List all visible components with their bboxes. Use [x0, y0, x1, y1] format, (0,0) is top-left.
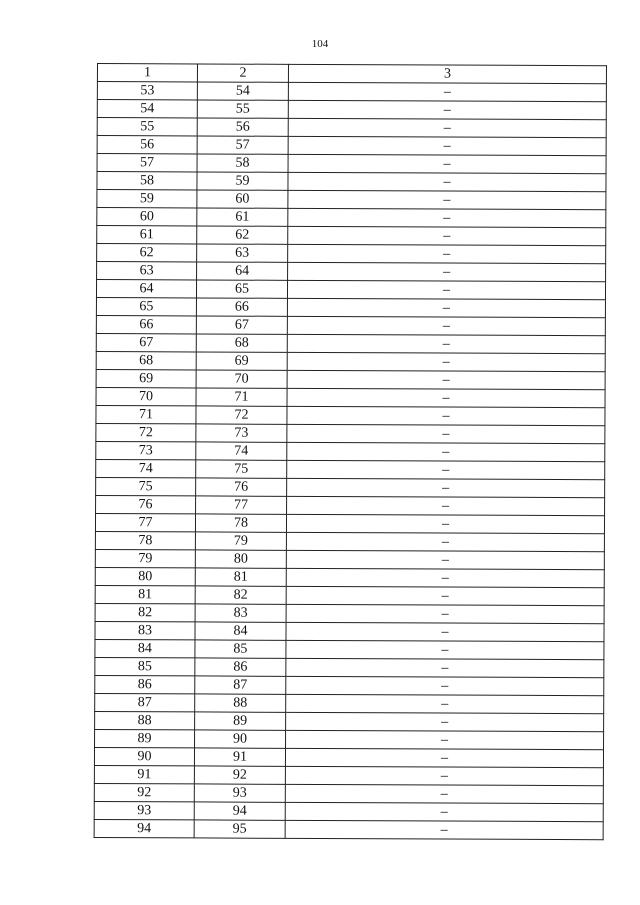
table-cell-col-1: 77 — [95, 513, 195, 531]
table-cell-col-3: – — [287, 496, 605, 515]
table-cell-col-2: 85 — [195, 640, 286, 658]
table-cell-col-1: 60 — [97, 208, 197, 226]
table-cell-col-2: 74 — [196, 442, 287, 460]
table-row — [96, 280, 605, 300]
table-row — [95, 657, 604, 677]
table-cell-col-2: 94 — [194, 802, 285, 820]
table-row — [96, 333, 605, 353]
table-cell-col-3: – — [286, 640, 604, 659]
table-cell-col-3: – — [288, 172, 606, 191]
table-cell-col-1: 79 — [95, 549, 195, 567]
table-cell-col-3: – — [288, 100, 606, 119]
table-cell-col-3: – — [288, 244, 606, 263]
table-cell-col-3: – — [287, 352, 605, 371]
table-cell-col-2: 90 — [195, 730, 286, 748]
table-row — [97, 244, 606, 264]
table-cell-col-2: 69 — [196, 352, 287, 370]
table-cell-col-2: 76 — [196, 478, 287, 496]
table-cell-col-1: 94 — [94, 819, 194, 837]
table-cell-col-3: – — [285, 748, 603, 767]
table-cell-col-1: 84 — [95, 639, 195, 657]
column-header-1: 1 — [97, 64, 197, 82]
table-row — [94, 783, 603, 803]
table-row — [96, 315, 605, 335]
table-cell-col-3: – — [287, 298, 605, 317]
table-row — [95, 549, 604, 569]
table-cell-col-3: – — [286, 550, 604, 569]
table-cell-col-3: – — [285, 766, 603, 785]
table-cell-col-1: 80 — [95, 567, 195, 585]
table-cell-col-2: 61 — [197, 208, 288, 226]
table-cell-col-2: 63 — [197, 244, 288, 262]
table-row — [94, 801, 603, 821]
table-cell-col-3: – — [286, 532, 604, 551]
table-cell-col-1: 63 — [97, 262, 197, 280]
table-row — [96, 369, 605, 389]
table-row — [97, 136, 606, 156]
column-header-3: 3 — [288, 64, 606, 83]
table-row — [95, 567, 604, 587]
table-cell-col-2: 80 — [195, 550, 286, 568]
table-cell-col-2: 82 — [195, 586, 286, 604]
table-cell-col-3: – — [288, 82, 606, 101]
table-body — [94, 64, 606, 840]
table-cell-col-2: 60 — [197, 190, 288, 208]
table-cell-col-3: – — [286, 730, 604, 749]
table-cell-col-3: – — [286, 712, 604, 731]
table-cell-col-2: 66 — [196, 298, 287, 316]
table-cell-col-1: 78 — [95, 531, 195, 549]
table-row — [96, 387, 605, 407]
table-cell-col-2: 54 — [197, 82, 288, 100]
table-cell-col-2: 59 — [197, 172, 288, 190]
column-header-2: 2 — [197, 64, 288, 82]
table-cell-col-3: – — [287, 478, 605, 497]
table-cell-col-2: 67 — [196, 316, 287, 334]
table-cell-col-1: 81 — [95, 585, 195, 603]
table-row — [96, 441, 605, 461]
table-cell-col-2: 83 — [195, 604, 286, 622]
table-row — [95, 603, 604, 623]
table-cell-col-2: 92 — [194, 766, 285, 784]
table-cell-col-3: – — [287, 280, 605, 299]
table-cell-col-2: 70 — [196, 370, 287, 388]
table-cell-col-3: – — [285, 784, 603, 803]
table-cell-col-3: – — [285, 820, 603, 839]
table-cell-col-2: 93 — [194, 784, 285, 802]
table-cell-col-3: – — [287, 442, 605, 461]
table-cell-col-2: 78 — [195, 514, 286, 532]
table-cell-col-3: – — [288, 208, 606, 227]
table-cell-col-2: 72 — [196, 406, 287, 424]
table-header-row — [97, 64, 606, 84]
table-cell-col-1: 71 — [96, 405, 196, 423]
table-row — [95, 531, 604, 551]
table-cell-col-2: 91 — [194, 748, 285, 766]
table-cell-col-3: – — [286, 604, 604, 623]
table-cell-col-1: 59 — [97, 190, 197, 208]
table-cell-col-3: – — [288, 136, 606, 155]
table-cell-col-1: 54 — [97, 100, 197, 118]
table-cell-col-1: 82 — [95, 603, 195, 621]
table-cell-col-1: 56 — [97, 136, 197, 154]
table-row — [96, 351, 605, 371]
table-cell-col-1: 93 — [94, 801, 194, 819]
table-cell-col-2: 65 — [196, 280, 287, 298]
table-cell-col-3: – — [287, 388, 605, 407]
table-row — [95, 621, 604, 641]
table-row — [94, 747, 603, 767]
table-cell-col-1: 89 — [95, 729, 195, 747]
table-cell-col-2: 64 — [197, 262, 288, 280]
table-row — [96, 423, 605, 443]
table-cell-col-2: 88 — [195, 694, 286, 712]
table-row — [96, 297, 605, 317]
table-row — [96, 459, 605, 479]
table-row — [95, 729, 604, 749]
table-cell-col-1: 86 — [95, 675, 195, 693]
table-cell-col-3: – — [288, 226, 606, 245]
table-row — [97, 118, 606, 138]
table-cell-col-2: 95 — [194, 820, 285, 838]
table-cell-col-1: 75 — [96, 477, 196, 495]
table-cell-col-2: 55 — [197, 100, 288, 118]
table-cell-col-1: 69 — [96, 369, 196, 387]
table-cell-col-1: 67 — [96, 333, 196, 351]
table-cell-col-2: 58 — [197, 154, 288, 172]
table-cell-col-2: 84 — [195, 622, 286, 640]
table-cell-col-1: 76 — [96, 495, 196, 513]
table-row — [97, 100, 606, 120]
table-cell-col-1: 72 — [96, 423, 196, 441]
table-row — [95, 675, 604, 695]
table-cell-col-3: – — [287, 424, 605, 443]
table-cell-col-3: – — [286, 676, 604, 695]
table-cell-col-3: – — [286, 658, 604, 677]
table-cell-col-3: – — [287, 460, 605, 479]
table-cell-col-3: – — [286, 568, 604, 587]
table-cell-col-3: – — [286, 514, 604, 533]
table-cell-col-1: 85 — [95, 657, 195, 675]
table-cell-col-1: 73 — [96, 441, 196, 459]
table-cell-col-2: 57 — [197, 136, 288, 154]
table-cell-col-3: – — [287, 406, 605, 425]
table-cell-col-2: 75 — [196, 460, 287, 478]
table-cell-col-1: 53 — [97, 82, 197, 100]
table-row — [94, 765, 603, 785]
table-cell-col-1: 91 — [94, 765, 194, 783]
table-cell-col-1: 66 — [96, 315, 196, 333]
table-cell-col-1: 65 — [96, 297, 196, 315]
table-cell-col-2: 73 — [196, 424, 287, 442]
table-cell-col-1: 90 — [94, 747, 194, 765]
table-cell-col-3: – — [285, 802, 603, 821]
table-cell-col-3: – — [287, 316, 605, 335]
table-cell-col-2: 62 — [197, 226, 288, 244]
table-cell-col-2: 89 — [195, 712, 286, 730]
table-cell-col-3: – — [288, 262, 606, 281]
table-cell-col-3: – — [286, 694, 604, 713]
data-table — [94, 63, 607, 840]
table-cell-col-1: 61 — [97, 226, 197, 244]
table-row — [97, 172, 606, 192]
table-cell-col-1: 55 — [97, 118, 197, 136]
table-row — [97, 190, 606, 210]
table-cell-col-2: 71 — [196, 388, 287, 406]
table-cell-col-1: 68 — [96, 351, 196, 369]
table-cell-col-3: – — [286, 586, 604, 605]
table-cell-col-1: 92 — [94, 783, 194, 801]
page-number: 104 — [311, 38, 329, 50]
table-row — [97, 82, 606, 102]
table-cell-col-1: 64 — [96, 280, 196, 298]
table-row — [96, 477, 605, 497]
table-cell-col-2: 87 — [195, 676, 286, 694]
table-cell-col-3: – — [287, 334, 605, 353]
table-cell-col-1: 88 — [95, 711, 195, 729]
table-row — [95, 639, 604, 659]
table-cell-col-2: 68 — [196, 334, 287, 352]
table-cell-col-1: 62 — [97, 244, 197, 262]
table-row — [95, 693, 604, 713]
table-cell-col-1: 70 — [96, 387, 196, 405]
table-row — [97, 226, 606, 246]
table-cell-col-3: – — [288, 190, 606, 209]
table-cell-col-2: 77 — [196, 496, 287, 514]
table-cell-col-2: 79 — [195, 532, 286, 550]
table-row — [95, 513, 604, 533]
table-cell-col-1: 74 — [96, 459, 196, 477]
table-cell-col-2: 56 — [197, 118, 288, 136]
table-cell-col-2: 81 — [195, 568, 286, 586]
table-cell-col-3: – — [286, 622, 604, 641]
table-cell-col-3: – — [288, 154, 606, 173]
table-cell-col-1: 83 — [95, 621, 195, 639]
table-cell-col-1: 57 — [97, 154, 197, 172]
table-cell-col-1: 58 — [97, 172, 197, 190]
table-row — [95, 585, 604, 605]
table-cell-col-2: 86 — [195, 658, 286, 676]
table-row — [94, 819, 603, 839]
table-row — [96, 495, 605, 515]
table-cell-col-3: – — [288, 118, 606, 137]
table-cell-col-3: – — [287, 370, 605, 389]
table-cell-col-1: 87 — [95, 693, 195, 711]
table-row — [96, 405, 605, 425]
table-row — [97, 262, 606, 282]
table-row — [95, 711, 604, 731]
table-row — [97, 208, 606, 228]
table-row — [97, 154, 606, 174]
